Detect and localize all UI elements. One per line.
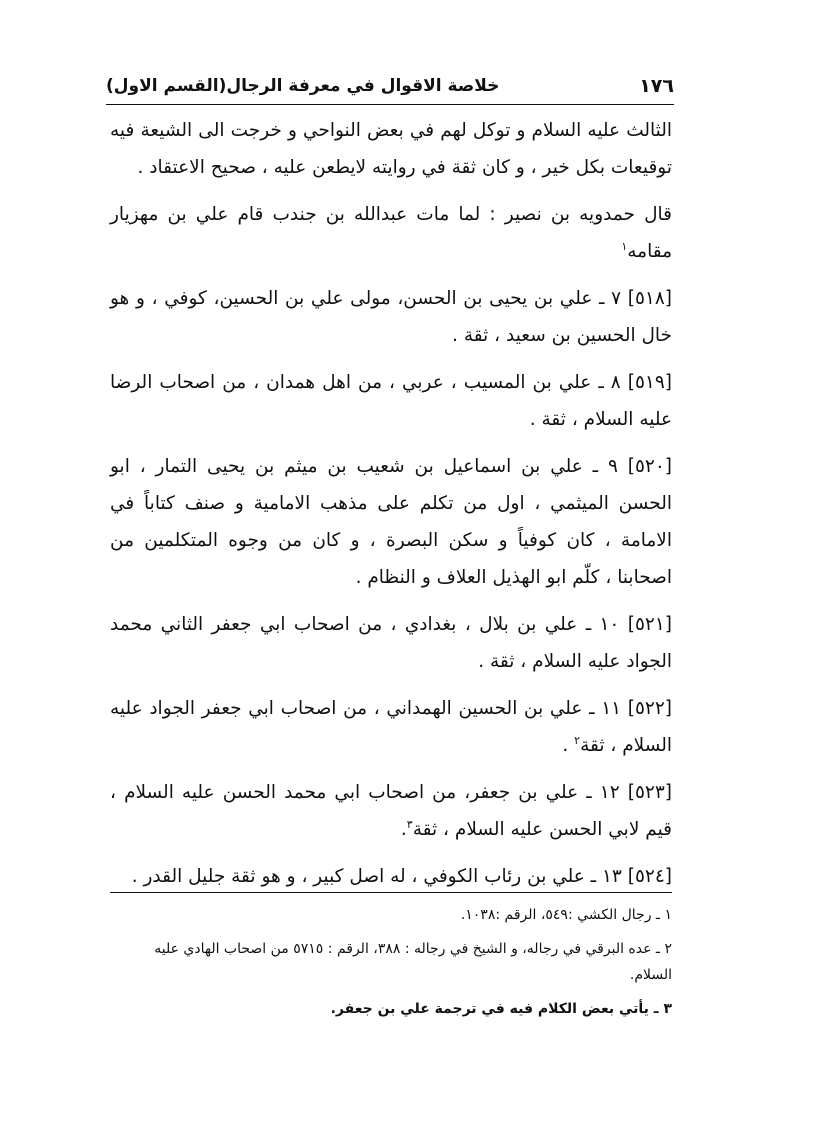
footnote-divider (110, 892, 672, 893)
paragraph: قال حمدويه بن نصير : لما مات عبدالله بن جندب قام علي بن مهزيار مقامه$^١$ (110, 204, 672, 262)
entry-521: [٥٢١] ١٠ ـ علي بن بلال ، بغدادي ، من اصحاب ابي جعفر الثاني محمد الجواد عليه السلام ، ثقة . (110, 614, 672, 672)
entry-520: [٥٢٠] ٩ ـ علي بن اسماعيل بن شعيب بن ميثم بن يحيى التمار ، ابو الحسن الميثمي ، اول من تكلم على مذهب الامامية و صنف كتاباً في الامامة ، كان كوفياً و سكن البصرة ، و كان من وجوه المتكلمين من اصحابنا ، كلّم ابو الهذيل العلاف و النظام . (110, 456, 672, 588)
footnote-ref: ٢ (574, 733, 581, 747)
footnotes (110, 902, 672, 1030)
entry-524: [٥٢٤] ١٣ ـ علي بن رئاب الكوفي ، له اصل كبير ، و هو ثقة جليل القدر . (131, 866, 672, 887)
entry-519: [٥١٩] ٨ ـ علي بن المسيب ، عربي ، من اهل همدان ، من اصحاب الرضا عليه السلام ، ثقة . (110, 372, 672, 430)
footnote-ref: ٣ (406, 817, 413, 831)
header-divider (106, 104, 674, 105)
running-title: خلاصة الاقوال في معرفة الرجال(القسم الاول) (106, 76, 500, 96)
footnote-ref: ١ (621, 239, 628, 253)
entry-523: [٥٢٣] ١٢ ـ علي بن جعفر، من اصحاب ابي محمد الحسن عليه السلام ، قيم لابي الحسن عليه السلام ، ثقة$^٣$. (110, 782, 672, 840)
running-header (106, 72, 674, 100)
page-number: ١٧٦ (639, 75, 674, 97)
footnote-2: ٢ ـ عده البرقي في رجاله، و الشيخ في رجاله : ٣٨٨، الرقم : ٥٧١٥ من اصحاب الهادي عليه السلام. (154, 941, 672, 983)
footnote-3: ٣ ـ يأتي بعض الكلام فيه في ترجمة علي بن جعفر. (330, 1001, 672, 1017)
paragraph: الثالث عليه السلام و توكل لهم في بعض النواحي و خرجت الى الشيعة فيه توقيعات بكل خير ، و كان ثقة في روايته لايطعن عليه ، صحيح الاعتقاد . (110, 120, 672, 178)
entry-522: [٥٢٢] ١١ ـ علي بن الحسين الهمداني ، من اصحاب ابي جعفر الجواد عليه السلام ، ثقة$^٢$ . (110, 698, 672, 756)
footnote-1: ١ ـ رجال الكشي :٥٤٩، الرقم :١٠٣٨. (460, 907, 672, 923)
entry-518: [٥١٨] ٧ ـ علي بن يحيى بن الحسن، مولى علي بن الحسين، كوفي ، و هو خال الحسين بن سعيد ، ثقة . (110, 288, 672, 346)
main-text (110, 112, 672, 905)
